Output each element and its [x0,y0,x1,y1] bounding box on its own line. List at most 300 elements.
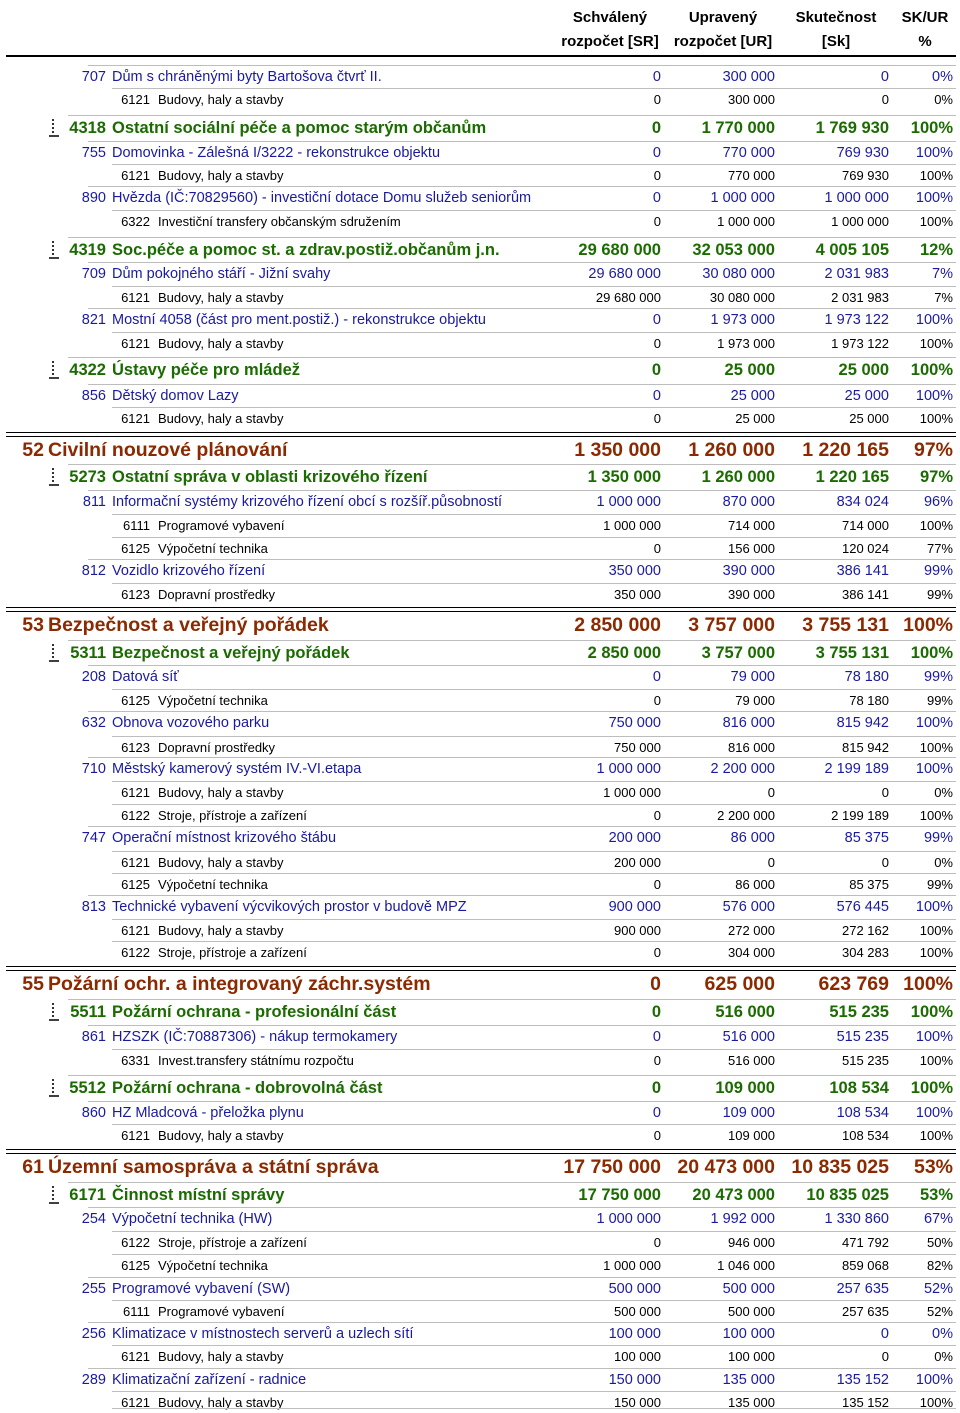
header-rule [6,55,956,57]
row-separator [68,1182,956,1183]
row-code: 5511 [70,1003,106,1021]
budget-row-level-4 [0,1127,960,1145]
row-separator [112,873,956,874]
row-adjusted: 870 000 [722,494,775,510]
row-approved: 1 000 000 [603,785,661,800]
row-actual: 25 000 [838,361,889,379]
row-name: Bezpečnost a veřejný pořádek [112,644,350,662]
row-code: 813 [81,899,106,915]
row-actual: 85 375 [844,830,889,846]
row-separator [112,804,956,805]
row-ratio: 96% [923,494,953,510]
row-ratio: 100% [919,214,953,229]
row-ratio: 100% [910,1079,953,1097]
row-ratio: 99% [926,877,953,892]
row-separator [112,88,956,89]
budget-row-level-3 [0,668,960,686]
budget-row-level-4 [0,289,960,307]
row-name: Domovinka - Zálešná I/3222 - rekonstrukce objektu [112,145,441,161]
row-separator [112,689,956,690]
row-separator [112,537,956,538]
row-ratio: 7% [932,266,953,282]
header-actual-line1: Skutečnost [795,9,877,26]
row-code: 6125 [121,693,150,708]
row-adjusted: 0 [767,785,775,800]
header-actual-line2: [Sk] [821,33,851,50]
row-approved: 29 680 000 [578,241,661,259]
row-separator [88,308,956,309]
row-ratio: 100% [919,1053,953,1068]
row-name: Programové vybavení (SW) [112,1281,291,1297]
header-ratio-line1: SK/UR [901,9,949,26]
row-adjusted: 25 000 [730,388,775,404]
row-adjusted: 816 000 [722,715,775,731]
row-separator [112,851,956,852]
row-approved: 500 000 [614,1304,661,1319]
row-actual: 1 000 000 [831,214,889,229]
row-adjusted: 1 973 000 [710,312,775,328]
row-adjusted: 500 000 [728,1304,775,1319]
row-ratio: 100% [915,388,953,404]
row-name: Ostatní správa v oblasti krizového řízení [112,468,428,486]
row-adjusted: 79 000 [730,669,775,685]
row-approved: 17 750 000 [563,1156,661,1178]
row-separator [88,1322,956,1323]
row-approved: 0 [652,669,661,685]
row-name: Výpočetní technika [158,1258,268,1273]
row-name: Budovy, haly a stavby [158,923,284,938]
row-code: 6121 [121,1395,150,1410]
row-actual: 515 235 [836,1029,889,1045]
budget-row-level-3 [0,829,960,847]
row-name: Dopravní prostředky [158,740,276,755]
row-actual: 815 942 [836,715,889,731]
row-ratio: 100% [915,1105,953,1121]
row-actual: 108 534 [842,1128,889,1143]
row-separator [88,895,956,896]
row-ratio: 100% [919,945,953,960]
row-approved: 1 000 000 [596,761,661,777]
row-approved: 0 [652,312,661,328]
row-separator [68,115,956,116]
row-adjusted: 576 000 [722,899,775,915]
section-bullet-icon [46,467,62,487]
row-code: 4322 [69,361,106,379]
row-approved: 0 [652,388,661,404]
row-actual: 272 162 [842,923,889,938]
row-adjusted: 2 200 000 [710,761,775,777]
budget-row-level-1 [0,973,960,995]
row-separator [112,514,956,515]
row-adjusted: 135 000 [728,1395,775,1410]
row-separator [112,736,956,737]
row-separator [68,464,956,465]
row-code: 6121 [121,785,150,800]
row-ratio: 97% [919,468,953,486]
row-adjusted: 3 757 000 [701,644,775,662]
budget-row-level-4 [0,854,960,872]
row-code: 4318 [69,119,106,137]
row-separator [88,757,956,758]
row-adjusted: 1 992 000 [710,1211,775,1227]
row-separator [88,186,956,187]
row-code: 6171 [69,1186,106,1204]
budget-row-level-4 [0,1394,960,1412]
row-actual: 815 942 [842,740,889,755]
budget-row-level-3 [0,311,960,329]
budget-row-level-3 [0,1371,960,1389]
row-separator [112,286,956,287]
row-approved: 0 [653,214,661,229]
row-actual: 25 000 [844,388,889,404]
row-actual: 1 000 000 [824,190,889,206]
row-adjusted: 100 000 [728,1349,775,1364]
row-separator [112,1124,956,1125]
row-adjusted: 100 000 [722,1326,775,1342]
row-approved: 0 [652,1105,661,1121]
row-adjusted: 1 000 000 [717,214,775,229]
row-adjusted: 25 000 [724,361,775,379]
row-ratio: 52% [926,1304,953,1319]
row-actual: 0 [881,855,889,870]
row-code: 6121 [121,1349,150,1364]
row-approved: 350 000 [614,587,661,602]
row-adjusted: 79 000 [735,693,775,708]
budget-row-level-4 [0,410,960,428]
row-approved: 1 000 000 [596,1211,661,1227]
row-actual: 0 [881,785,889,800]
row-actual: 834 024 [836,494,889,510]
row-approved: 0 [652,145,661,161]
row-separator [112,1300,956,1301]
row-code: 6121 [121,1128,150,1143]
row-approved: 900 000 [608,899,661,915]
row-separator [88,1277,956,1278]
row-actual: 78 180 [849,693,889,708]
row-ratio: 12% [919,241,953,259]
row-code: 6123 [121,740,150,755]
budget-row-level-4 [0,922,960,940]
budget-row-level-3 [0,898,960,916]
row-actual: 0 [881,92,889,107]
row-separator [112,1049,956,1050]
row-code: 6125 [121,541,150,556]
row-name: Budovy, haly a stavby [158,1395,284,1410]
row-adjusted: 2 200 000 [717,808,775,823]
row-actual: 1 330 860 [824,1211,889,1227]
row-approved: 0 [653,1128,661,1143]
row-ratio: 99% [926,693,953,708]
row-separator [68,999,956,1000]
budget-row-level-2 [0,1002,960,1022]
budget-row-level-4 [0,213,960,231]
header-adjusted-line1: Upravený [688,9,758,26]
row-ratio: 0% [934,1349,953,1364]
row-separator [112,1345,956,1346]
row-adjusted: 1 046 000 [717,1258,775,1273]
row-name: HZSZK (IČ:70887306) - nákup termokamery [112,1029,398,1045]
row-name: Obnova vozového parku [112,715,270,731]
row-actual: 2 031 983 [824,266,889,282]
budget-row-level-1 [0,1156,960,1178]
row-approved: 0 [653,92,661,107]
budget-row-level-2 [0,360,960,380]
row-approved: 2 850 000 [574,614,661,636]
budget-row-level-4 [0,517,960,535]
row-name: Stroje, přístroje a zařízení [158,1235,307,1250]
row-approved: 150 000 [614,1395,661,1410]
budget-row-level-4 [0,1303,960,1321]
row-approved: 1 350 000 [587,468,661,486]
header-actual [780,8,892,52]
row-approved: 0 [653,945,661,960]
row-actual: 769 930 [842,168,889,183]
row-ratio: 7% [934,290,953,305]
row-ratio: 100% [915,899,953,915]
row-code: 5311 [70,644,106,662]
row-actual: 623 769 [818,973,889,995]
row-name: Činnost místní správy [112,1186,285,1204]
section-rule [6,607,956,612]
row-ratio: 99% [923,563,953,579]
row-approved: 900 000 [614,923,661,938]
row-name: Budovy, haly a stavby [158,1128,284,1143]
row-adjusted: 30 080 000 [702,266,775,282]
row-code: 6322 [121,214,150,229]
row-ratio: 100% [915,190,953,206]
row-name: Budovy, haly a stavby [158,168,284,183]
row-approved: 29 680 000 [595,290,661,305]
row-separator [112,1391,956,1392]
row-adjusted: 816 000 [728,740,775,755]
row-code: 6122 [121,945,150,960]
row-actual: 714 000 [842,518,889,533]
row-actual: 386 141 [842,587,889,602]
row-name: Městský kamerový systém IV.-VI.etapa [112,761,362,777]
budget-row-level-3 [0,1210,960,1228]
row-approved: 100 000 [608,1326,661,1342]
row-adjusted: 0 [767,855,775,870]
row-actual: 85 375 [849,877,889,892]
section-bullet-icon [46,1078,62,1098]
row-separator [88,559,956,560]
row-name: Požární ochr. a integrovaný záchr.systém [48,973,431,995]
row-name: Dětský domov Lazy [112,388,239,404]
row-code: 52 [22,439,44,461]
row-adjusted: 135 000 [722,1372,775,1388]
row-separator [88,1368,956,1369]
row-approved: 0 [651,1079,661,1097]
row-ratio: 53% [913,1156,953,1178]
row-code: 890 [81,190,106,206]
row-name: Ostatní sociální péče a pomoc starým občanům [112,119,487,137]
row-code: 208 [81,669,106,685]
row-separator [88,65,956,66]
row-separator [68,1075,956,1076]
row-adjusted: 25 000 [735,411,775,426]
row-approved: 350 000 [608,563,661,579]
header-adjusted-line2: rozpočet [UR] [673,33,773,50]
row-ratio: 53% [919,1186,953,1204]
row-code: 5273 [69,468,106,486]
row-name: Programové vybavení [158,518,285,533]
row-name: Budovy, haly a stavby [158,1349,284,1364]
row-name: Klimatizace v místnostech serverů a uzlech sítí [112,1326,414,1342]
row-separator [112,164,956,165]
budget-row-level-2 [0,1185,960,1205]
row-approved: 0 [653,1053,661,1068]
header-adjusted [667,8,779,52]
row-actual: 0 [881,1349,889,1364]
row-separator [112,1231,956,1232]
row-actual: 471 792 [842,1235,889,1250]
row-adjusted: 109 000 [728,1128,775,1143]
row-actual: 2 199 189 [831,808,889,823]
row-adjusted: 32 053 000 [692,241,775,259]
row-name: Operační místnost krizového štábu [112,830,337,846]
row-name: Hvězda (IČ:70829560) - investiční dotace Domu služeb seniorům [112,190,532,206]
section-bullet-icon [46,240,62,260]
row-approved: 0 [651,1003,661,1021]
header-ratio [893,8,957,52]
row-adjusted: 770 000 [728,168,775,183]
row-name: Stroje, přístroje a zařízení [158,945,307,960]
row-adjusted: 300 000 [722,69,775,85]
row-ratio: 100% [919,1395,953,1410]
row-name: Stroje, přístroje a zařízení [158,808,307,823]
row-name: Budovy, haly a stavby [158,92,284,107]
row-code: 632 [81,715,106,731]
row-code: 821 [81,312,106,328]
row-code: 255 [81,1281,106,1297]
row-ratio: 100% [919,1128,953,1143]
row-name: Budovy, haly a stavby [158,336,284,351]
row-name: Požární ochrana - profesionální část [112,1003,397,1021]
budget-row-level-3 [0,1325,960,1343]
row-approved: 750 000 [608,715,661,731]
row-name: Územní samospráva a státní správa [48,1156,379,1178]
row-approved: 200 000 [608,830,661,846]
row-separator [88,141,956,142]
budget-row-level-4 [0,91,960,109]
row-separator [88,1101,956,1102]
row-separator [112,583,956,584]
row-adjusted: 946 000 [728,1235,775,1250]
row-actual: 515 235 [842,1053,889,1068]
section-bullet-icon [46,360,62,380]
section-rule [6,966,956,971]
row-approved: 1 000 000 [596,494,661,510]
row-approved: 0 [652,69,661,85]
budget-row-level-2 [0,467,960,487]
row-code: 811 [82,494,106,510]
row-ratio: 0% [932,1326,953,1342]
row-actual: 4 005 105 [815,241,889,259]
row-code: 6122 [121,808,150,823]
budget-row-level-1 [0,614,960,636]
row-approved: 0 [652,190,661,206]
budget-row-level-3 [0,387,960,405]
row-separator [88,711,956,712]
row-actual: 2 031 983 [831,290,889,305]
row-ratio: 0% [934,785,953,800]
budget-row-level-3 [0,760,960,778]
row-adjusted: 1 000 000 [710,190,775,206]
row-name: Budovy, haly a stavby [158,411,284,426]
header-ratio-line2: % [918,33,932,50]
budget-row-level-4 [0,1052,960,1070]
row-separator [88,1207,956,1208]
row-code: 812 [81,563,106,579]
budget-row-level-3 [0,1028,960,1046]
row-name: HZ Mladcová - přeložka plynu [112,1105,304,1121]
budget-row-level-2 [0,240,960,260]
row-code: 6123 [121,587,150,602]
section-bullet-icon [46,118,62,138]
row-actual: 2 199 189 [824,761,889,777]
row-name: Civilní nouzové plánování [48,439,288,461]
budget-row-level-4 [0,692,960,710]
row-code: 6331 [121,1053,150,1068]
row-separator [88,490,956,491]
row-name: Klimatizační zařízení - radnice [112,1372,307,1388]
row-code: 755 [81,145,106,161]
row-actual: 1 973 122 [824,312,889,328]
row-approved: 1 350 000 [574,439,661,461]
row-adjusted: 390 000 [722,563,775,579]
row-approved: 2 850 000 [587,644,661,662]
row-actual: 1 220 165 [802,439,889,461]
row-actual: 10 835 025 [791,1156,889,1178]
row-approved: 0 [653,808,661,823]
row-name: Dopravní prostředky [158,587,276,602]
row-code: 709 [81,266,106,282]
section-rule [6,432,956,437]
row-ratio: 100% [910,1003,953,1021]
row-separator [88,1025,956,1026]
row-code: 6121 [121,290,150,305]
row-ratio: 100% [919,411,953,426]
row-approved: 0 [651,119,661,137]
budget-row-level-4 [0,1348,960,1366]
header-approved-line2: rozpočet [SR] [561,33,659,50]
header-approved-line1: Schválený [572,9,648,26]
row-ratio: 100% [919,336,953,351]
row-ratio: 100% [915,1029,953,1045]
row-actual: 78 180 [844,669,889,685]
section-bullet-icon [46,1185,62,1205]
row-approved: 100 000 [614,1349,661,1364]
row-adjusted: 1 260 000 [688,439,775,461]
budget-row-level-3 [0,562,960,580]
row-adjusted: 300 000 [728,92,775,107]
row-actual: 859 068 [842,1258,889,1273]
budget-row-level-3 [0,714,960,732]
row-approved: 0 [653,336,661,351]
row-approved: 0 [653,1235,661,1250]
row-adjusted: 109 000 [715,1079,775,1097]
row-name: Bezpečnost a veřejný pořádek [48,614,329,636]
row-adjusted: 390 000 [728,587,775,602]
row-code: 6125 [121,877,150,892]
budget-row-level-3 [0,1104,960,1122]
row-approved: 0 [653,168,661,183]
row-adjusted: 516 000 [715,1003,775,1021]
row-adjusted: 30 080 000 [709,290,775,305]
budget-row-level-1 [0,439,960,461]
row-separator [112,332,956,333]
section-rule [6,1149,956,1154]
